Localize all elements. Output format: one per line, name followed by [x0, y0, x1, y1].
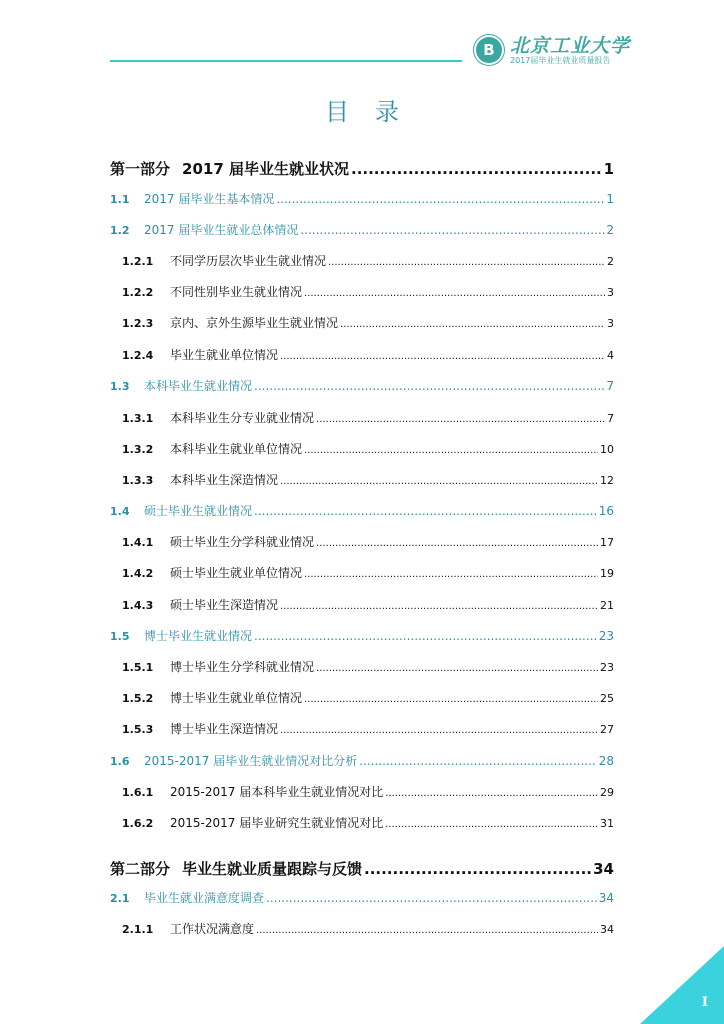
page-number: I: [701, 995, 708, 1010]
toc-entry-page: 31: [600, 817, 614, 830]
toc-entry-number: 1.2.3: [122, 317, 154, 330]
toc-entry-number: 1.2.4: [122, 349, 154, 362]
toc-entry-title: 博士毕业生就业情况: [144, 629, 253, 643]
toc-entry-title: 本科毕业生就业情况: [144, 379, 253, 393]
page-title: 目录: [325, 98, 425, 126]
toc-entry[interactable]: [122, 409, 614, 426]
toc-entry[interactable]: [110, 158, 614, 179]
toc-dot-leader: [254, 504, 597, 518]
toc-entry-page: 2: [606, 223, 614, 237]
corner-triangle: [640, 946, 724, 1024]
toc-entry-page: 12: [600, 474, 614, 487]
toc-entry-page: 19: [600, 567, 614, 580]
toc-dot-leader: [304, 569, 598, 580]
logo-university-name: 北京工业大学: [510, 35, 631, 57]
toc-dot-leader: [316, 538, 598, 549]
toc-entry[interactable]: [122, 564, 614, 581]
toc-entry-page: 1: [606, 192, 614, 206]
toc-entry-title: 本科毕业生深造情况: [170, 473, 279, 487]
toc-entry-page: 23: [598, 629, 614, 643]
toc-dot-leader: [276, 192, 604, 206]
toc-entry-number: 1.2: [110, 224, 130, 237]
toc-entry-page: 21: [600, 599, 614, 612]
toc-entry[interactable]: [122, 596, 614, 613]
toc-entry-page: 34: [593, 860, 614, 878]
toc-entry-title: 不同性别毕业生就业情况: [170, 285, 303, 299]
toc-entry-page: 7: [606, 379, 614, 393]
toc-entry[interactable]: [122, 314, 614, 331]
toc-entry-number: 第一部分: [110, 160, 171, 178]
toc-entry-page: 28: [598, 754, 614, 768]
toc-entry-page: 4: [607, 349, 614, 362]
toc-entry[interactable]: [122, 720, 614, 737]
toc-entry-title: 博士毕业生深造情况: [170, 722, 279, 736]
toc-entry-title: 2017 届毕业生就业状况: [182, 160, 349, 178]
toc-entry[interactable]: [122, 783, 614, 800]
toc-entry-number: 1.2.2: [122, 286, 154, 299]
toc-entry[interactable]: [122, 658, 614, 675]
logo-report-subtitle: 2017届毕业生就业质量报告: [510, 56, 611, 65]
toc-dot-leader: [254, 629, 597, 643]
toc-entry[interactable]: [122, 440, 614, 457]
toc-entry-page: 1: [603, 160, 614, 178]
toc-entry[interactable]: [110, 889, 614, 906]
toc-dot-leader: [280, 601, 598, 612]
toc-entry[interactable]: [122, 471, 614, 488]
toc-entry-page: 3: [607, 317, 614, 330]
toc-entry[interactable]: [110, 377, 614, 394]
toc-dot-leader: [256, 925, 598, 936]
toc-entry-title: 硕士毕业生深造情况: [170, 598, 279, 612]
toc-entry-number: 1.4.1: [122, 536, 154, 549]
toc-entry-number: 1.3: [110, 380, 130, 393]
toc-entry-number: 1.5.3: [122, 723, 154, 736]
toc-dot-leader: [304, 445, 598, 456]
toc-entry-title: 毕业生就业质量跟踪与反馈: [182, 860, 363, 878]
toc-dot-leader: [351, 160, 602, 178]
toc-entry-title: 硕士毕业生就业单位情况: [170, 566, 303, 580]
toc-entry-title: 本科毕业生分专业就业情况: [170, 411, 315, 425]
toc-entry-page: 27: [600, 723, 614, 736]
toc-dot-leader: [328, 257, 605, 268]
toc-entry-page: 23: [600, 661, 614, 674]
toc-entry-page: 29: [600, 786, 614, 799]
toc-entry-number: 1.6.1: [122, 786, 154, 799]
toc-dot-leader: [280, 351, 605, 362]
toc-entry-number: 2.1: [110, 892, 130, 905]
toc-entry[interactable]: [122, 346, 614, 363]
toc-entry[interactable]: [110, 221, 614, 238]
toc-entry-page: 10: [600, 443, 614, 456]
toc-dot-leader: [300, 223, 604, 237]
toc-entry-page: 34: [600, 923, 614, 936]
toc-dot-leader: [280, 476, 598, 487]
toc-entry-number: 1.5.2: [122, 692, 154, 705]
toc-entry-page: 16: [598, 504, 614, 518]
toc-entry-page: 3: [607, 286, 614, 299]
university-logo: [474, 33, 631, 69]
toc-entry-number: 1.4.3: [122, 599, 154, 612]
toc-entry-page: 25: [600, 692, 614, 705]
toc-entry[interactable]: [110, 502, 614, 519]
toc-entry-title: 本科毕业生就业单位情况: [170, 442, 303, 456]
toc-dot-leader: [340, 319, 605, 330]
toc-entry-title: 2017 届毕业生就业总体情况: [144, 223, 299, 237]
toc-entry-page: 2: [607, 255, 614, 268]
toc-dot-leader: [385, 788, 598, 799]
toc-entry-number: 1.5.1: [122, 661, 154, 674]
toc-dot-leader: [304, 694, 598, 705]
toc-entry[interactable]: [122, 533, 614, 550]
toc-entry-title: 不同学历层次毕业生就业情况: [170, 254, 327, 268]
toc-entry-number: 1.4: [110, 505, 130, 518]
toc-entry-title: 博士毕业生分学科就业情况: [170, 660, 315, 674]
toc-entry-title: 硕士毕业生就业情况: [144, 504, 253, 518]
toc-entry[interactable]: [122, 283, 614, 300]
toc-dot-leader: [304, 288, 605, 299]
toc-entry-number: 第二部分: [110, 860, 171, 878]
toc-entry-page: 7: [607, 412, 614, 425]
toc-entry-title: 2017 届毕业生基本情况: [144, 192, 275, 206]
toc-entry-number: 1.3.2: [122, 443, 154, 456]
toc-dot-leader: [316, 663, 598, 674]
toc-entry-title: 毕业生就业满意度调查: [144, 891, 265, 905]
toc-entry-number: 1.4.2: [122, 567, 154, 580]
logo-badge-icon: B: [474, 35, 504, 65]
toc-entry-page: 17: [600, 536, 614, 549]
toc-entry-number: 1.5: [110, 630, 130, 643]
toc-entry[interactable]: [110, 190, 614, 207]
toc-entry-number: 1.2.1: [122, 255, 154, 268]
toc-dot-leader: [280, 725, 598, 736]
toc-entry[interactable]: [122, 689, 614, 706]
toc-entry-number: 2.1.1: [122, 923, 154, 936]
toc-dot-leader: [254, 379, 604, 393]
toc-entry[interactable]: [110, 858, 614, 879]
toc-dot-leader: [359, 754, 596, 768]
toc-dot-leader: [316, 414, 605, 425]
header-rule: [110, 60, 462, 62]
toc-entry[interactable]: [110, 752, 614, 769]
toc-dot-leader: [266, 891, 597, 905]
toc-entry[interactable]: [122, 252, 614, 269]
toc-dot-leader: [385, 819, 598, 830]
toc-entry-number: 1.1: [110, 193, 130, 206]
toc-entry-title: 硕士毕业生分学科就业情况: [170, 535, 315, 549]
toc-entry-title: 毕业生就业单位情况: [170, 348, 279, 362]
toc-entry-number: 1.3.3: [122, 474, 154, 487]
toc-entry-number: 1.6: [110, 755, 130, 768]
toc-entry[interactable]: [122, 920, 614, 937]
toc-entry-number: 1.3.1: [122, 412, 154, 425]
toc-entry-title: 2015-2017 届毕业生就业情况对比分析: [144, 754, 358, 768]
toc-entry-title: 2015-2017 届本科毕业生就业情况对比: [170, 785, 384, 799]
toc-dot-leader: [364, 860, 591, 878]
toc-entry-page: 34: [598, 891, 614, 905]
toc-entry-title: 博士毕业生就业单位情况: [170, 691, 303, 705]
toc-entry[interactable]: [122, 814, 614, 831]
toc-entry[interactable]: [110, 627, 614, 644]
toc-entry-number: 1.6.2: [122, 817, 154, 830]
toc-entry-title: 工作状况满意度: [170, 922, 255, 936]
toc-entry-title: 2015-2017 届毕业研究生就业情况对比: [170, 816, 384, 830]
toc-entry-title: 京内、京外生源毕业生就业情况: [170, 316, 339, 330]
